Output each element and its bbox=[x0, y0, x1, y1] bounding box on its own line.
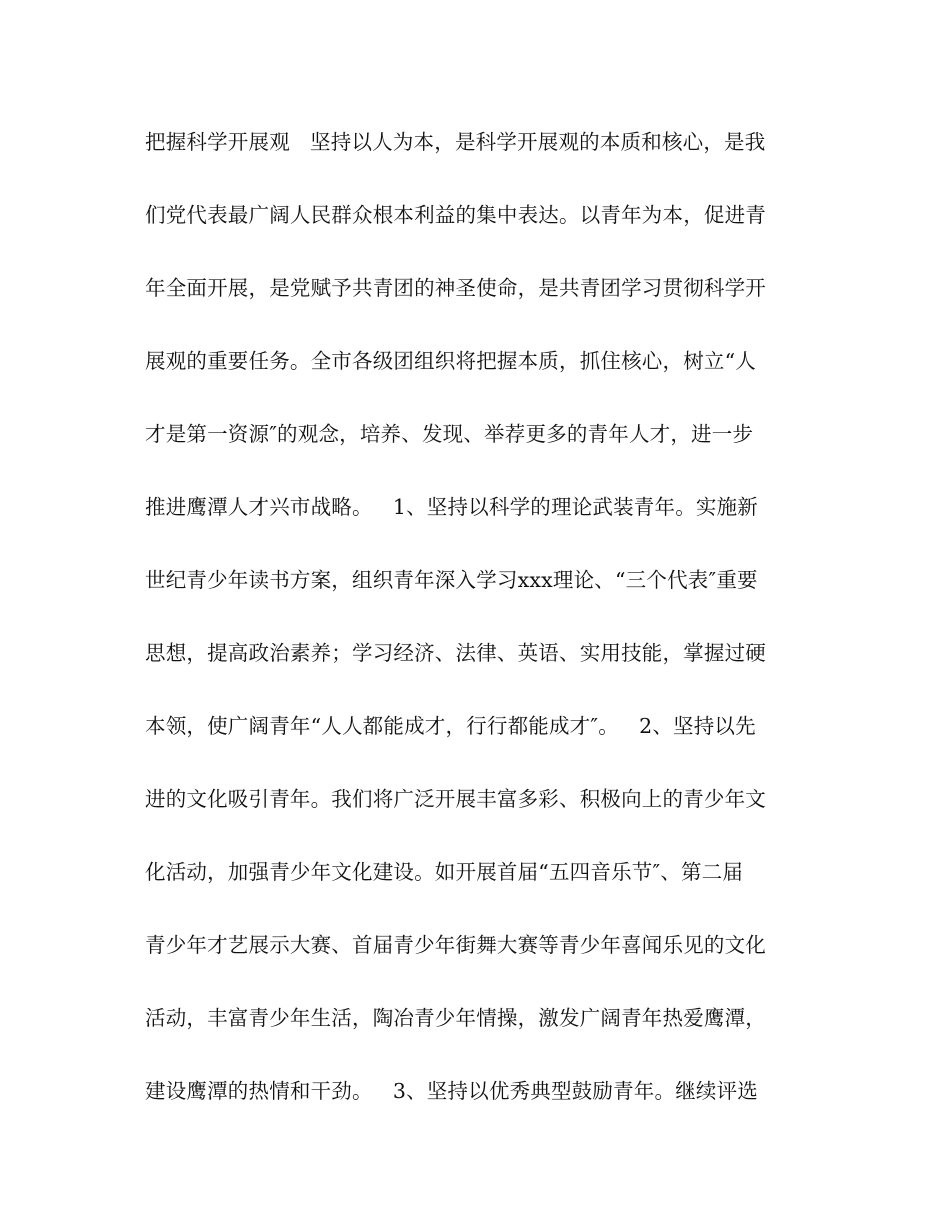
text-line: 本领，使广阔青年“人人都能成才，行行都能成才″。 2、坚持以先 bbox=[145, 714, 756, 738]
text-line: 推进鹰潭人才兴市战略。 1、坚持以科学的理论武装青年。实施新 bbox=[145, 495, 758, 519]
text-line: 进的文化吸引青年。我们将广泛开展丰富多彩、积极向上的青少年文 bbox=[145, 787, 766, 811]
text-line: 化活动，加强青少年文化建设。如开展首届“五四音乐节″、第二届 bbox=[145, 860, 744, 884]
document-body bbox=[145, 122, 815, 1144]
text-line: 青少年才艺展示大赛、首届青少年街舞大赛等青少年喜闻乐见的文化 bbox=[145, 933, 766, 957]
text-line: 世纪青少年读书方案，组织青年深入学习xxx理论、“三个代表″重要 bbox=[145, 568, 758, 592]
text-line: 活动，丰富青少年生活，陶冶青少年情操，激发广阔青年热爱鹰潭， bbox=[145, 1006, 766, 1030]
text-line: 们党代表最广阔人民群众根本利益的集中表达。以青年为本，促进青 bbox=[145, 203, 766, 227]
text-line: 年全面开展，是党赋予共青团的神圣使命，是共青团学习贯彻科学开 bbox=[145, 276, 766, 300]
text-line: 把握科学开展观 坚持以人为本，是科学开展观的本质和核心，是我 bbox=[145, 130, 766, 154]
text-line: 建设鹰潭的热情和干劲。 3、坚持以优秀典型鼓励青年。继续评选 bbox=[145, 1079, 758, 1103]
text-line: 展观的重要任务。全市各级团组织将把握本质，抓住核心，树立“人 bbox=[145, 349, 756, 373]
text-line: 思想，提高政治素养；学习经济、法律、英语、实用技能，掌握过硬 bbox=[145, 641, 766, 665]
text-line: 才是第一资源″的观念，培养、发现、举荐更多的青年人才，进一步 bbox=[145, 422, 754, 446]
